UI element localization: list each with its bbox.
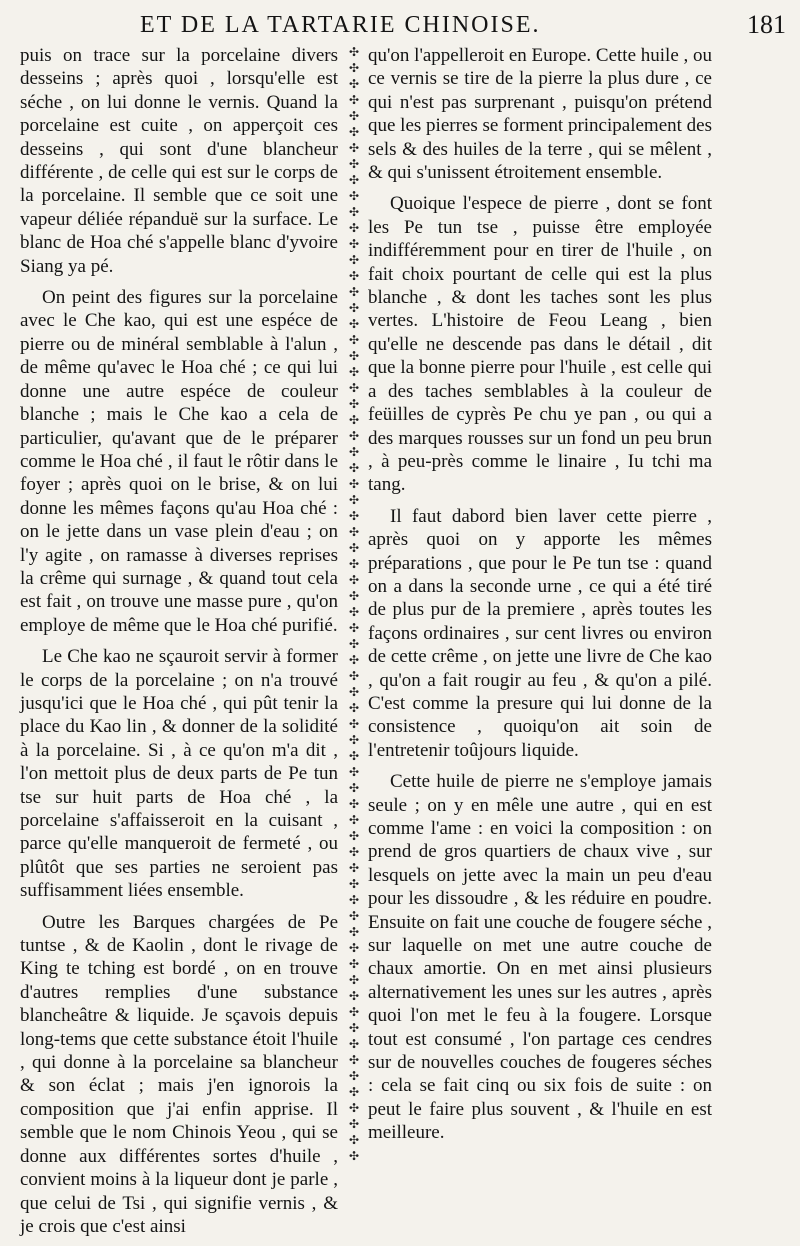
divider-ornament-glyph: ✣ <box>348 621 360 635</box>
divider-ornament-glyph: ✣ <box>348 301 360 315</box>
divider-ornament-glyph: ✣ <box>348 381 360 395</box>
divider-ornament-glyph: ✣ <box>348 221 360 235</box>
paragraph: puis on trace sur la porcelaine divers desseins ; après quoi , lorsqu'elle est séche , on lui donne le vernis. Quand la porcelaine est cuite , on apperçoit ces desseins , qui sont d'une blancheur différente , de celle qui est sur le corps de la porcelaine. Il semble que ce soit une vapeur déliée répanduë sur la surface. Le blanc de Hoa ché s'appelle blanc d'yvoire Siang ya pé. <box>20 45 338 277</box>
divider-ornament-glyph: ✣ <box>348 925 360 939</box>
divider-ornament-glyph: ✣ <box>348 237 360 251</box>
divider-ornament-glyph: ✣ <box>348 269 360 283</box>
divider-ornament-glyph: ✣ <box>348 669 360 683</box>
divider-ornament-glyph: ✣ <box>348 1101 360 1115</box>
divider-ornament-glyph: ✣ <box>348 125 360 139</box>
divider-ornament-glyph: ✣ <box>348 605 360 619</box>
divider-ornament-glyph: ✣ <box>348 413 360 427</box>
divider-ornament-glyph: ✣ <box>348 989 360 1003</box>
divider-ornament-glyph: ✣ <box>348 365 360 379</box>
page-header <box>0 6 800 40</box>
divider-ornament-glyph: ✣ <box>348 1005 360 1019</box>
divider-ornament-glyph: ✣ <box>348 477 360 491</box>
divider-ornament-glyph: ✣ <box>348 845 360 859</box>
divider-ornament-glyph: ✣ <box>348 717 360 731</box>
divider-ornament-glyph: ✣ <box>348 317 360 331</box>
paragraph: Quoique l'espece de pierre , dont se font les Pe tun tse , puisse être employée indifféremment pour en tirer de l'huile , on fait choix pourtant de celle qui est la plus blanche , & dont les taches sont les plus vertes. L'histoire de Feou Leang , bien qu'elle ne descende pas dans le détail , dit que la bonne pierre pour l'huile , est celle qui a des taches semblables à la couleur de feüilles de cyprès Pe chu ye pan , ou qui a des marques rousses sur un fond un peu brun , à peu-près comme le linaire , Iu tchi ma tang. <box>368 193 712 496</box>
divider-ornament-glyph: ✣ <box>348 749 360 763</box>
paragraph: Cette huile de pierre ne s'employe jamais seule ; on y en mêle une autre , qui en est comme l'ame : en voici la composition : on prend de gros quartiers de chaux vive , sur lesquels on jette avec la main un peu d'eau pour les dissoudre , & les réduire en poudre. Ensuite on fait une couche de fougere séche , sur laquelle on met une autre couche de chaux amortie. On en met ainsi plusieurs alternativement les unes sur les autres , après quoi l'on met le feu à la fougere. Lorsque tout est consumé , l'on partage ces cendres sur de nouvelles couches de fougeres séches : cela se fait cinq ou six fois de suite : on peut le faire plus souvent , & l'huile en est meilleure. <box>368 771 712 1144</box>
paragraph: qu'on l'appelleroit en Europe. Cette huile , ou ce vernis se tire de la pierre la plus dure , ce qui n'est pas surprenant , puisqu'on prétend que les pierres se forment principalement des sels & des huiles de la terre , qui se mêlent , & qui s'unissent étroitement ensemble. <box>368 45 713 184</box>
divider-ornament-glyph: ✣ <box>348 397 360 411</box>
divider-ornament-glyph: ✣ <box>348 701 360 715</box>
divider-ornament-glyph: ✣ <box>348 285 360 299</box>
divider-ornament-glyph: ✣ <box>348 525 360 539</box>
divider-ornament-glyph: ✣ <box>348 253 360 267</box>
divider-ornament-glyph: ✣ <box>348 829 360 843</box>
divider-ornament-glyph: ✣ <box>348 685 360 699</box>
divider-ornament-glyph: ✣ <box>348 333 360 347</box>
divider-ornament-glyph: ✣ <box>348 349 360 363</box>
divider-ornament-glyph: ✣ <box>348 445 360 459</box>
divider-ornament-glyph: ✣ <box>348 637 360 651</box>
divider-ornament-glyph: ✣ <box>348 1149 360 1163</box>
divider-ornament-glyph: ✣ <box>348 141 360 155</box>
left-column <box>20 44 338 1246</box>
divider-ornament-glyph: ✣ <box>348 589 360 603</box>
paragraph: On peint des figures sur la porcelaine avec le Che kao, qui est une espéce de pierre ou de minéral semblable à l'alun , de même qu'avec le Hoa ché ; ce qui lui donne une autre espéce de couleur blanche ; mais le Che kao a cela de particulier, qu'avant que de le préparer comme le Hoa ché , il faut le rôtir dans le foyer ; après quoi on le brise, & on lui donne les mêmes façons qu'au Hoa ché : on le jette dans un vase plein d'eau ; on l'y agite , on ramasse à diverses reprises la crême qui surnage , & quand tout cela est fait , on trouve une masse pure , qu'on employe de même que le Hoa ché purifié. <box>20 287 338 636</box>
divider-ornament-glyph: ✣ <box>348 1133 360 1147</box>
paragraph: Outre les Barques chargées de Pe tuntse , & de Kaolin , dont le rivage de King te tching est bordé , on en trouve d'autres remplies d'une substance blancheâtre & liquide. Je sçavois depuis long-tems que cette substance étoit l'huile , qui donne à la porcelaine sa blancheur & son éclat ; mais j'en ignorois la composition que j'ai enfin apprise. Il semble que le nom Chinois Yeou , qui se donne aux différentes sortes d'huile , convient moins à la liqueur dont je parle , que celui de Tsi , qui signifie vernis , & je crois que c'est ainsi <box>20 911 338 1237</box>
column-divider-ornament <box>348 44 360 1164</box>
paragraph: Le Che kao ne sçauroit servir à former le corps de la porcelaine ; on n'a trouvé jusqu'ici que le Hoa ché , qui pût tenir la place du Kao lin , & donner de la solidité à la porcelaine. Si , à ce qu'on m'a dit , l'on mettoit plus de deux parts de Pe tun tse sur huit parts de Hoa ché , la porcelaine s'affaisseroit en la cuisant , parce qu'elle manqueroit de fermeté , ou plûtôt que ses parties ne seroient pas suffisamment liées ensemble. <box>20 646 338 902</box>
divider-ornament-glyph: ✣ <box>348 973 360 987</box>
divider-ornament-glyph: ✣ <box>348 557 360 571</box>
divider-ornament-glyph: ✣ <box>348 1117 360 1131</box>
divider-ornament-glyph: ✣ <box>348 93 360 107</box>
divider-ornament-glyph: ✣ <box>348 573 360 587</box>
divider-ornament-glyph: ✣ <box>348 61 360 75</box>
divider-ornament-glyph: ✣ <box>348 909 360 923</box>
page-number: 181 <box>747 10 786 39</box>
divider-ornament-glyph: ✣ <box>348 493 360 507</box>
divider-ornament-glyph: ✣ <box>348 45 360 59</box>
divider-ornament-glyph: ✣ <box>348 1037 360 1051</box>
divider-ornament-glyph: ✣ <box>348 541 360 555</box>
divider-ornament-glyph: ✣ <box>348 861 360 875</box>
divider-ornament-glyph: ✣ <box>348 813 360 827</box>
running-head: ET DE LA TARTARIE CHINOISE. <box>140 12 541 38</box>
divider-ornament-glyph: ✣ <box>348 877 360 891</box>
divider-ornament-glyph: ✣ <box>348 77 360 91</box>
divider-ornament-glyph: ✣ <box>348 109 360 123</box>
divider-ornament-glyph: ✣ <box>348 653 360 667</box>
divider-ornament-glyph: ✣ <box>348 781 360 795</box>
divider-ornament-glyph: ✣ <box>348 461 360 475</box>
divider-ornament-glyph: ✣ <box>348 429 360 443</box>
divider-ornament-glyph: ✣ <box>348 157 360 171</box>
divider-ornament-glyph: ✣ <box>348 765 360 779</box>
divider-ornament-glyph: ✣ <box>348 893 360 907</box>
divider-ornament-glyph: ✣ <box>348 173 360 187</box>
divider-ornament-glyph: ✣ <box>348 1069 360 1083</box>
divider-ornament-glyph: ✣ <box>348 509 360 523</box>
divider-ornament-glyph: ✣ <box>348 205 360 219</box>
divider-ornament-glyph: ✣ <box>348 1085 360 1099</box>
divider-ornament-glyph: ✣ <box>348 941 360 955</box>
divider-ornament-glyph: ✣ <box>348 733 360 747</box>
divider-ornament-glyph: ✣ <box>348 1021 360 1035</box>
divider-ornament-glyph: ✣ <box>348 1053 360 1067</box>
divider-ornament-glyph: ✣ <box>348 189 360 203</box>
right-column <box>368 44 712 1153</box>
divider-ornament-glyph: ✣ <box>348 957 360 971</box>
divider-ornament-glyph: ✣ <box>348 797 360 811</box>
paragraph: Il faut dabord bien laver cette pierre , après quoi on y apporte les mêmes préparations , que pour le Pe tun tse : quand on a dans la seconde urne , ce qui a été tiré de plus pur de la premiere , après toutes les façons ordinaires , sur cent livres ou environ de cette crême , on jette une livre de Che kao , qu'on a fait rougir au feu , & qu'on a pilé. C'est comme la presure qui lui donne de la consistence , quoiqu'on ait soin de l'entretenir toûjours liquide. <box>368 505 712 761</box>
